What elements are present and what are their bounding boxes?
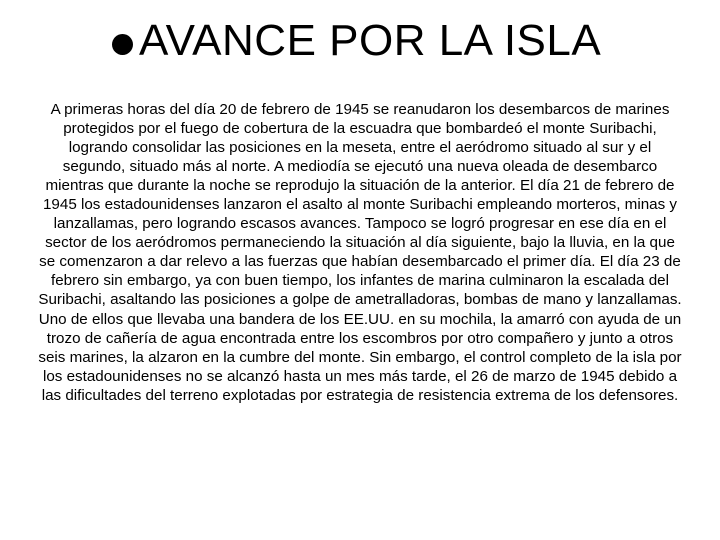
body-paragraph: A primeras horas del día 20 de febrero de 1945 se reanudaron los desembarcos de marines protegidos por el fuego de cobertura de la escuadra que bombardeó el monte Suribachi, logrando consolidar las posiciones en la meseta, entre el aeródromo situado al sur y el segundo, situado más al norte. A mediodía se ejecutó una nueva oleada de desembarco mientras que durante la noche se reprodujo la situación de la anterior. El día 21 de febrero de 1945 los estadounidenses lanzaron el asalto al monte Suribachi empleando morteros, minas y lanzallamas, pero logrando escasos avances. Tampoco se logró progresar en ese día en el sector de los aeródromos permaneciendo la situación al día siguiente, bajo la lluvia, en la que se comenzaron a dar relevo a las fuerzas que habían desembarcado el primer día. El día 23 de febrero sin embargo, ya con buen tiempo, los infantes de marina culminaron la escalada del Suribachi, asaltando las posiciones a golpe de ametralladoras, bombas de mano y lanzallamas. Uno de ellos que llevaba una bandera de los EE.UU. en su mochila, la amarró con ayuda de un trozo de cañería de agua encontrada entre los escombros por otro compañero y junto a otros seis marines, la alzaron en la cumbre del monte. Sin embargo, el control completo de la isla por los estadounidenses no se alcanzó hasta un mes más tarde, el 26 de marzo de 1945 debido a las dificultades del terreno explotadas por estrategia de resistencia extrema de los defensores. (38, 101, 682, 404)
bullet-icon (112, 34, 133, 55)
slide-title: AVANCE POR LA ISLA (139, 16, 602, 65)
title-row (112, 14, 601, 68)
